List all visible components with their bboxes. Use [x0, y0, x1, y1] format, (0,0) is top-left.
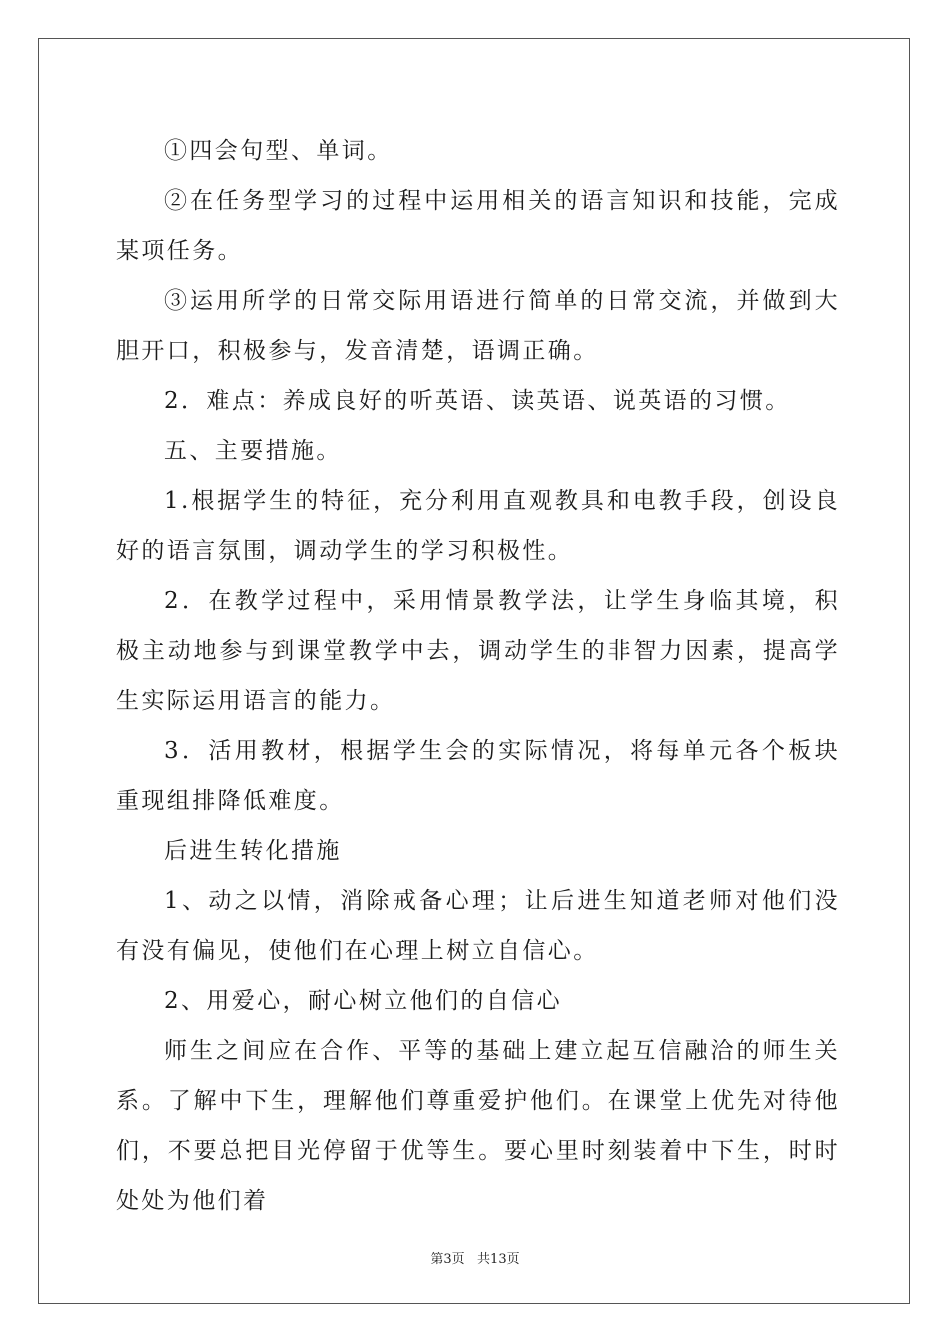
paragraph: 3．活用教材，根据学生会的实际情况，将每单元各个板块重现组排降低难度。	[116, 738, 840, 814]
paragraph: 师生之间应在合作、平等的基础上建立起互信融洽的师生关系。了解中下生，理解他们尊重爱护他们。在课堂上优先对待他们，不要总把目光停留于优等生。要心里时刻装着中下生，时时处处为他们着	[116, 1038, 840, 1214]
paragraph: ①四会句型、单词。	[164, 138, 393, 164]
section-heading: 五、主要措施。	[164, 438, 342, 464]
paragraph: 1、动之以情，消除戒备心理；让后进生知道老师对他们没有没有偏见，使他们在心理上树立自信心。	[116, 888, 840, 964]
paragraph: 2．在教学过程中，采用情景教学法，让学生身临其境，积极主动地参与到课堂教学中去，调动学生的非智力因素，提高学生实际运用语言的能力。	[116, 588, 840, 714]
paragraph: ②在任务型学习的过程中运用相关的语言知识和技能，完成某项任务。	[116, 188, 840, 264]
paragraph: 2．难点：养成良好的听英语、读英语、说英语的习惯。	[164, 388, 791, 414]
page-number-footer: 第3页 共13页	[430, 1252, 520, 1267]
paragraph: 1.根据学生的特征，充分利用直观教具和电教手段，创设良好的语言氛围，调动学生的学习积极性。	[116, 488, 840, 564]
paragraph: ③运用所学的日常交际用语进行简单的日常交流，并做到大胆开口，积极参与，发音清楚，语调正确。	[116, 288, 840, 364]
paragraph: 2、用爱心，耐心树立他们的自信心	[164, 988, 563, 1014]
document-body	[116, 126, 840, 1226]
section-heading: 后进生转化措施	[164, 838, 342, 864]
